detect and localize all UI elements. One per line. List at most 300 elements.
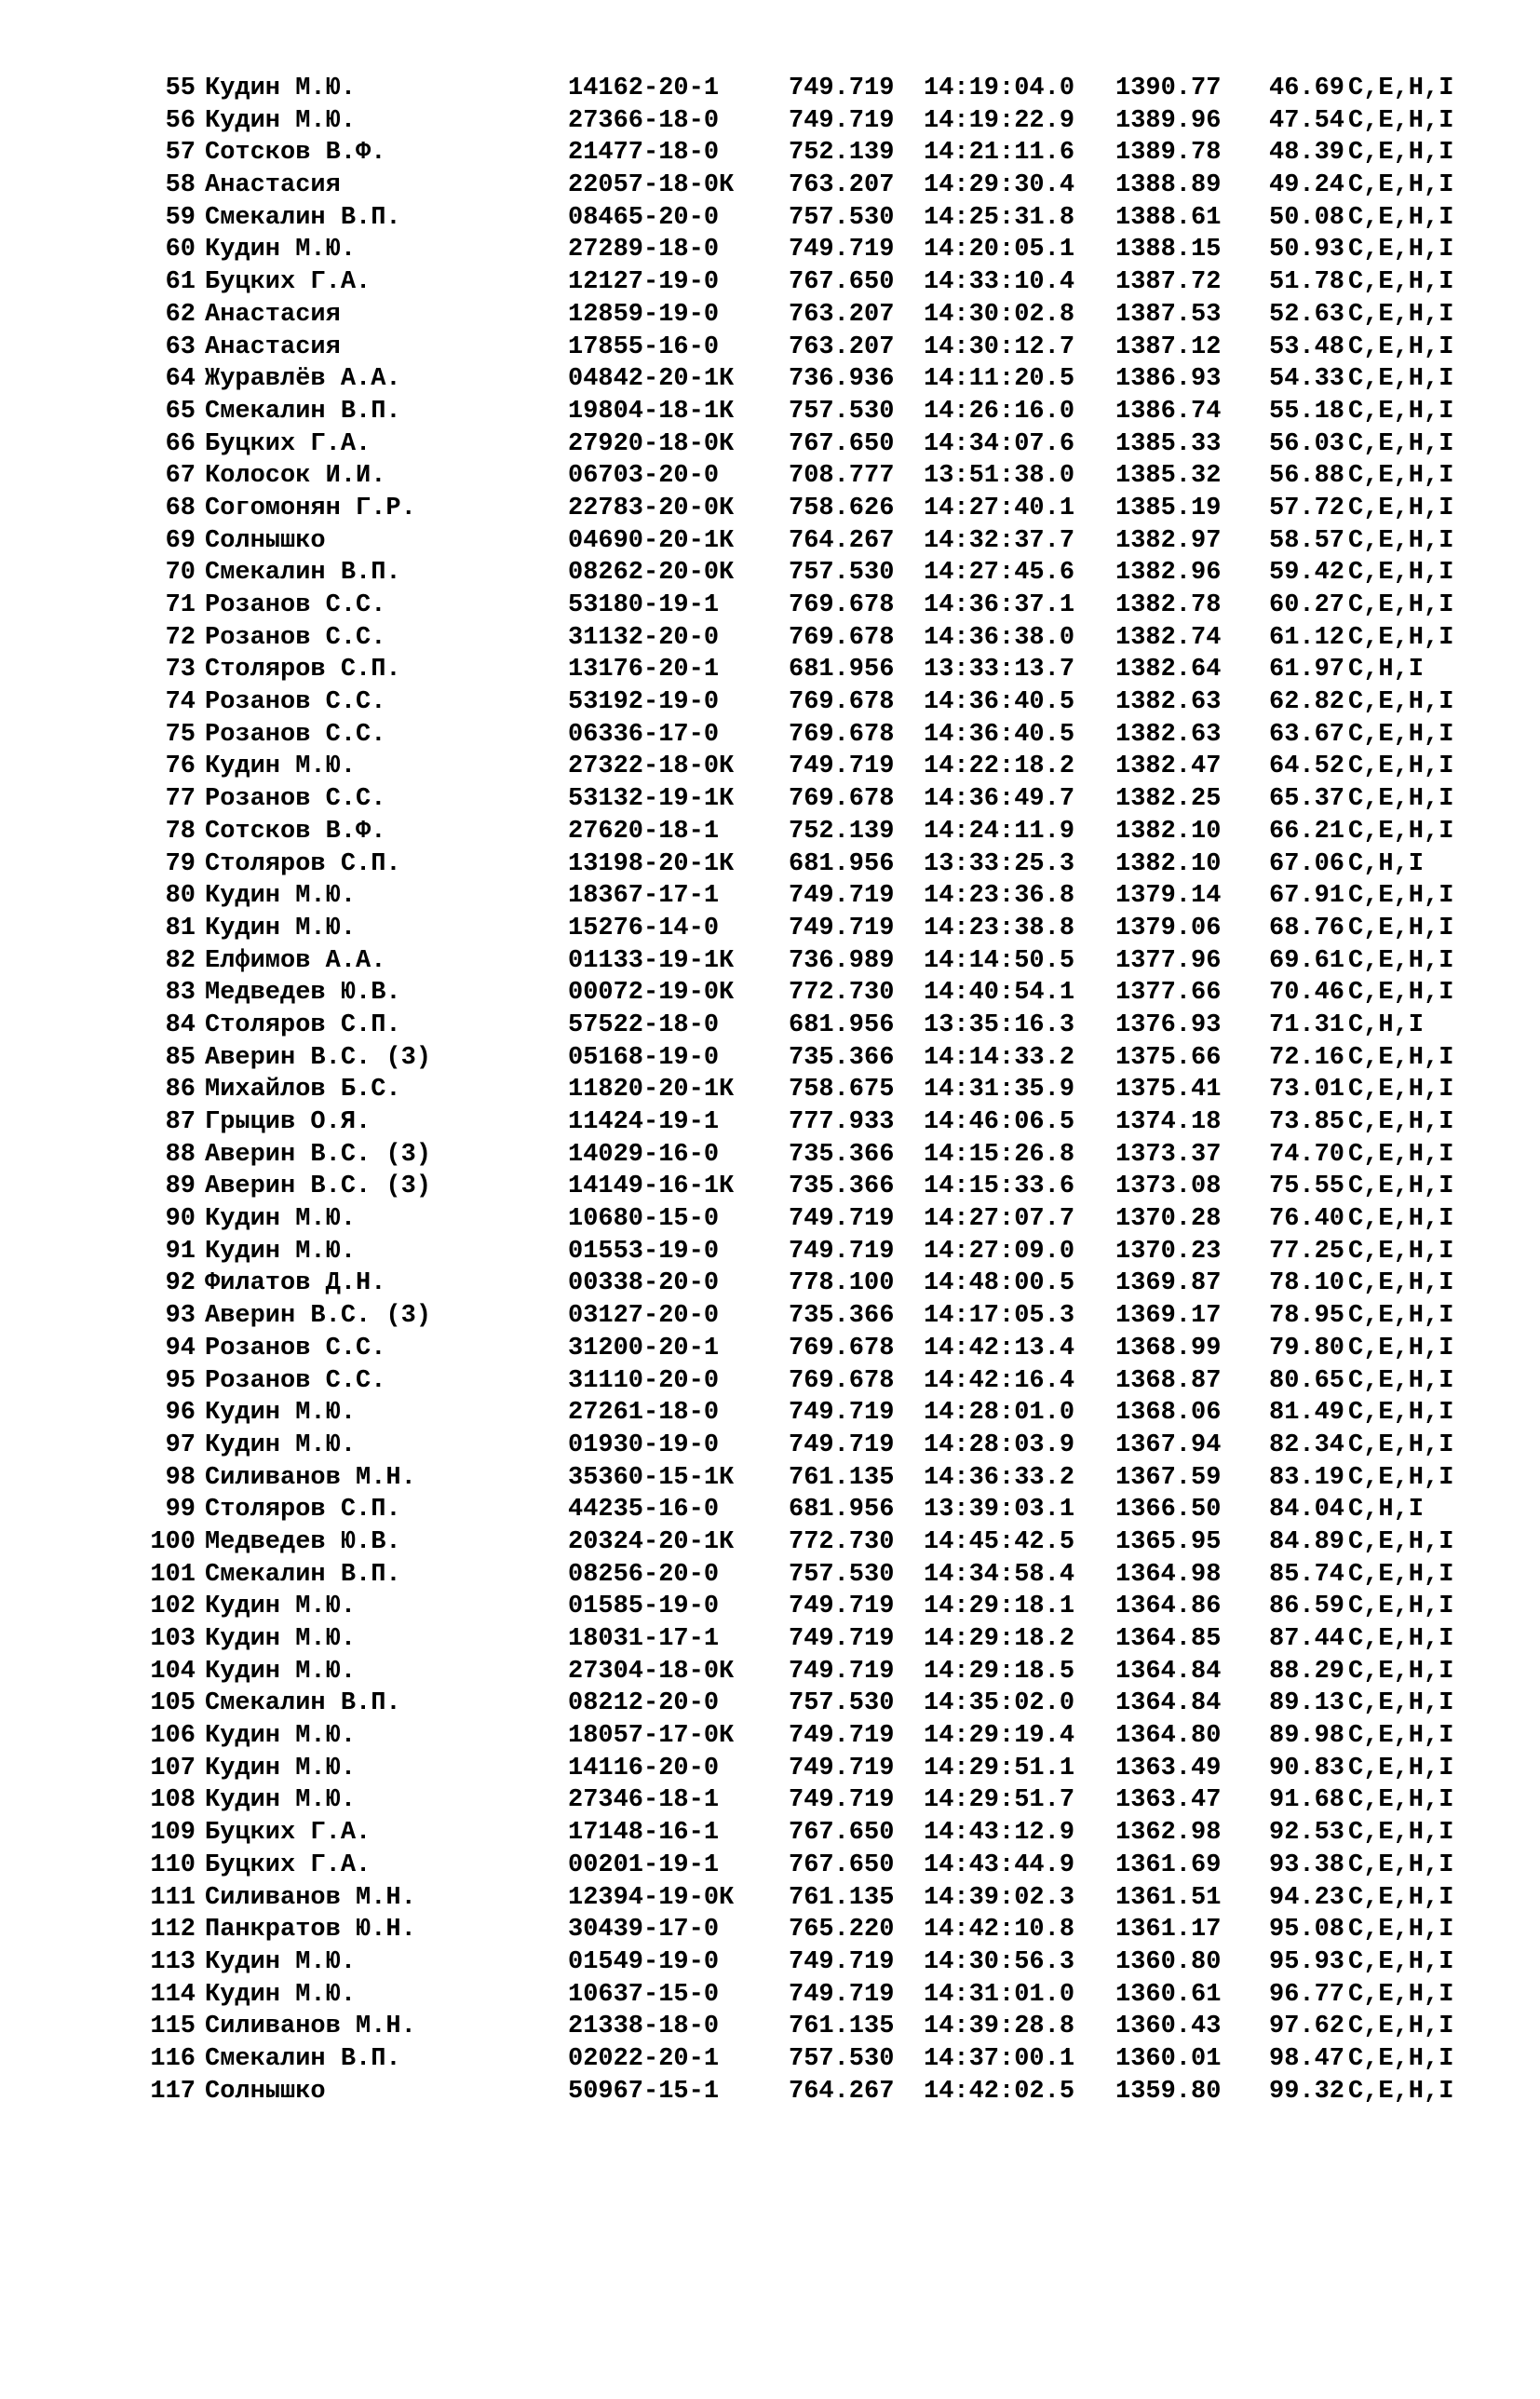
class-flags: C,E,H,I [1348,1947,1454,1976]
distance: 681.956 [789,1496,895,1525]
result-row [130,1430,1454,1462]
distance: 757.530 [789,559,895,588]
speed: 1363.49 [1115,1754,1222,1782]
place-number: 62 [165,300,196,329]
arrival-time: 14:42:16.4 [924,1366,1075,1395]
class-flags: C,E,H,I [1348,1140,1454,1169]
arrival-time: 14:39:02.3 [924,1883,1075,1912]
ring-number: 01553-19-0 [568,1237,720,1266]
result-row [130,1139,1454,1172]
arrival-time: 14:35:02.0 [924,1689,1075,1718]
arrival-time: 14:29:19.4 [924,1722,1075,1751]
result-row [130,1882,1454,1915]
result-row [130,396,1454,428]
place-number: 68 [165,494,196,522]
result-row [130,266,1454,299]
arrival-time: 14:43:44.9 [924,1850,1075,1879]
place-number: 58 [165,171,196,200]
coefficient: 50.08 [1269,203,1345,232]
result-row [130,880,1454,913]
fancier-name: Силиванов М.Н. [205,1463,416,1492]
fancier-name: Силиванов М.Н. [205,1883,416,1912]
place-number: 81 [165,914,196,942]
fancier-name: Сотсков В.Ф. [205,817,386,846]
speed: 1382.63 [1115,688,1222,717]
distance: 749.719 [789,75,895,102]
coefficient: 46.69 [1269,75,1345,102]
result-row [130,2076,1454,2108]
distance: 763.207 [789,300,895,329]
speed: 1362.98 [1115,1819,1222,1848]
distance: 763.207 [789,332,895,361]
speed: 1369.87 [1115,1269,1222,1298]
ring-number: 27620-18-1 [568,817,720,846]
place-number: 116 [150,2044,196,2073]
result-row [130,945,1454,978]
ring-number: 02022-20-1 [568,2044,720,2073]
coefficient: 81.49 [1269,1399,1345,1428]
arrival-time: 14:39:28.8 [924,2013,1075,2041]
speed: 1361.69 [1115,1850,1222,1879]
speed: 1368.06 [1115,1399,1222,1428]
coefficient: 84.04 [1269,1496,1345,1525]
ring-number: 04690-20-1К [568,526,735,555]
distance: 749.719 [789,1593,895,1621]
class-flags: C,H,I [1348,656,1425,684]
fancier-name: Аверин В.С. (3) [205,1302,432,1331]
arrival-time: 14:42:10.8 [924,1916,1075,1945]
class-flags: C,E,H,I [1348,946,1454,975]
class-flags: C,E,H,I [1348,1076,1454,1105]
place-number: 115 [150,2013,196,2041]
result-row [130,234,1454,266]
result-row [130,2011,1454,2043]
ring-number: 10680-15-0 [568,1205,720,1234]
arrival-time: 14:29:51.7 [924,1786,1075,1815]
ring-number: 31200-20-1 [568,1334,720,1362]
coefficient: 65.37 [1269,785,1345,814]
distance: 767.650 [789,1850,895,1879]
distance: 749.719 [789,752,895,781]
arrival-time: 14:36:40.5 [924,720,1075,749]
coefficient: 52.63 [1269,300,1345,329]
coefficient: 49.24 [1269,171,1345,200]
coefficient: 70.46 [1269,979,1345,1008]
ring-number: 13198-20-1К [568,849,735,878]
coefficient: 67.91 [1269,882,1345,911]
arrival-time: 14:29:18.2 [924,1625,1075,1653]
distance: 749.719 [789,914,895,942]
class-flags: C,E,H,I [1348,2077,1454,2106]
result-row [130,137,1454,169]
arrival-time: 14:22:18.2 [924,752,1075,781]
result-row [130,299,1454,332]
arrival-time: 14:14:50.5 [924,946,1075,975]
result-row [130,816,1454,848]
class-flags: C,E,H,I [1348,1560,1454,1589]
speed: 1390.77 [1115,75,1222,102]
result-row [130,1687,1454,1720]
distance: 777.933 [789,1108,895,1136]
place-number: 112 [150,1916,196,1945]
result-row [130,1010,1425,1042]
place-number: 71 [165,591,196,619]
coefficient: 72.16 [1269,1043,1345,1072]
speed: 1360.01 [1115,2044,1222,2073]
coefficient: 93.38 [1269,1850,1345,1879]
place-number: 87 [165,1108,196,1136]
ring-number: 13176-20-1 [568,656,720,684]
place-number: 73 [165,656,196,684]
result-row [130,1623,1454,1656]
class-flags: C,E,H,I [1348,1850,1454,1879]
result-row [130,1203,1454,1236]
place-number: 55 [165,75,196,102]
result-row [130,1591,1454,1623]
speed: 1388.15 [1115,236,1222,264]
coefficient: 85.74 [1269,1560,1345,1589]
place-number: 117 [150,2077,196,2106]
place-number: 84 [165,1010,196,1039]
distance: 708.777 [789,462,895,491]
class-flags: C,E,H,I [1348,397,1454,426]
fancier-name: Смекалин В.П. [205,203,401,232]
speed: 1387.72 [1115,268,1222,297]
arrival-time: 14:33:10.4 [924,268,1075,297]
arrival-time: 14:27:45.6 [924,559,1075,588]
place-number: 91 [165,1237,196,1266]
speed: 1382.47 [1115,752,1222,781]
speed: 1360.61 [1115,1980,1222,2009]
speed: 1369.17 [1115,1302,1222,1331]
speed: 1389.78 [1115,139,1222,168]
place-number: 66 [165,429,196,458]
speed: 1389.96 [1115,106,1222,135]
ring-number: 08262-20-0К [568,559,735,588]
place-number: 74 [165,688,196,717]
fancier-name: Кудин М.Ю. [205,1593,357,1621]
result-row [130,783,1454,816]
place-number: 57 [165,139,196,168]
distance: 758.675 [789,1076,895,1105]
ring-number: 08212-20-0 [568,1689,720,1718]
class-flags: C,E,H,I [1348,720,1454,749]
result-row [130,1365,1454,1398]
place-number: 95 [165,1366,196,1395]
fancier-name: Столяров С.П. [205,1496,401,1525]
place-number: 60 [165,236,196,264]
arrival-time: 14:11:20.5 [924,365,1075,394]
coefficient: 73.85 [1269,1108,1345,1136]
arrival-time: 14:36:38.0 [924,623,1075,652]
place-number: 65 [165,397,196,426]
ring-number: 18031-17-1 [568,1625,720,1653]
speed: 1360.80 [1115,1947,1222,1976]
fancier-name: Смекалин В.П. [205,1560,401,1589]
arrival-time: 14:36:33.2 [924,1463,1075,1492]
class-flags: C,E,H,I [1348,979,1454,1008]
arrival-time: 13:33:13.7 [924,656,1075,684]
speed: 1370.28 [1115,1205,1222,1234]
place-number: 85 [165,1043,196,1072]
place-number: 64 [165,365,196,394]
place-number: 59 [165,203,196,232]
coefficient: 78.95 [1269,1302,1345,1331]
class-flags: C,E,H,I [1348,462,1454,491]
ring-number: 50967-15-1 [568,2077,720,2106]
place-number: 77 [165,785,196,814]
coefficient: 58.57 [1269,526,1345,555]
result-row [130,493,1454,525]
fancier-name: Кудин М.Ю. [205,1237,357,1266]
result-row [130,332,1454,364]
distance: 769.678 [789,623,895,652]
coefficient: 95.93 [1269,1947,1345,1976]
fancier-name: Кудин М.Ю. [205,1947,357,1976]
result-row [130,428,1454,461]
class-flags: C,E,H,I [1348,1108,1454,1136]
result-row [130,1171,1454,1203]
speed: 1359.80 [1115,2077,1222,2106]
fancier-name: Кудин М.Ю. [205,1430,357,1459]
coefficient: 68.76 [1269,914,1345,942]
result-row [130,686,1454,719]
distance: 764.267 [789,526,895,555]
speed: 1360.43 [1115,2013,1222,2041]
ring-number: 31132-20-0 [568,623,720,652]
result-row [130,2043,1454,2076]
coefficient: 51.78 [1269,268,1345,297]
ring-number: 27289-18-0 [568,236,720,264]
coefficient: 62.82 [1269,688,1345,717]
distance: 749.719 [789,1754,895,1782]
speed: 1382.78 [1115,591,1222,619]
ring-number: 10637-15-0 [568,1980,720,2009]
class-flags: C,E,H,I [1348,1657,1454,1686]
speed: 1370.23 [1115,1237,1222,1266]
coefficient: 76.40 [1269,1205,1345,1234]
speed: 1382.10 [1115,849,1222,878]
arrival-time: 14:30:12.7 [924,332,1075,361]
distance: 735.366 [789,1043,895,1072]
coefficient: 91.68 [1269,1786,1345,1815]
result-row [130,1753,1454,1785]
arrival-time: 14:34:07.6 [924,429,1075,458]
ring-number: 27366-18-0 [568,106,720,135]
place-number: 69 [165,526,196,555]
distance: 681.956 [789,656,895,684]
fancier-name: Розанов С.С. [205,623,386,652]
arrival-time: 14:43:12.9 [924,1819,1075,1848]
coefficient: 95.08 [1269,1916,1345,1945]
coefficient: 69.61 [1269,946,1345,975]
fancier-name: Согомонян Г.Р. [205,494,416,522]
arrival-time: 14:34:58.4 [924,1560,1075,1589]
ring-number: 01549-19-0 [568,1947,720,1976]
ring-number: 27261-18-0 [568,1399,720,1428]
speed: 1387.53 [1115,300,1222,329]
coefficient: 96.77 [1269,1980,1345,2009]
fancier-name: Смекалин В.П. [205,397,401,426]
class-flags: C,E,H,I [1348,688,1454,717]
fancier-name: Розанов С.С. [205,1334,386,1362]
fancier-name: Кудин М.Ю. [205,106,357,135]
class-flags: C,E,H,I [1348,1205,1454,1234]
fancier-name: Кудин М.Ю. [205,1205,357,1234]
result-row [130,751,1454,783]
fancier-name: Столяров С.П. [205,1010,401,1039]
speed: 1373.37 [1115,1140,1222,1169]
coefficient: 97.62 [1269,2013,1345,2041]
result-row [130,105,1454,138]
place-number: 105 [150,1689,196,1718]
speed: 1365.95 [1115,1527,1222,1556]
fancier-name: Кудин М.Ю. [205,1786,357,1815]
coefficient: 73.01 [1269,1076,1345,1105]
coefficient: 61.12 [1269,623,1345,652]
ring-number: 11820-20-1К [568,1076,735,1105]
arrival-time: 14:15:33.6 [924,1172,1075,1201]
distance: 735.366 [789,1140,895,1169]
speed: 1375.41 [1115,1076,1222,1105]
speed: 1377.66 [1115,979,1222,1008]
ring-number: 08256-20-0 [568,1560,720,1589]
coefficient: 60.27 [1269,591,1345,619]
arrival-time: 14:32:37.7 [924,526,1075,555]
ring-number: 14116-20-0 [568,1754,720,1782]
fancier-name: Грыцив О.Я. [205,1108,371,1136]
coefficient: 80.65 [1269,1366,1345,1395]
distance: 761.135 [789,1463,895,1492]
place-number: 96 [165,1399,196,1428]
ring-number: 11424-19-1 [568,1108,720,1136]
fancier-name: Михайлов Б.С. [205,1076,401,1105]
place-number: 63 [165,332,196,361]
place-number: 110 [150,1850,196,1879]
speed: 1364.80 [1115,1722,1222,1751]
place-number: 109 [150,1819,196,1848]
coefficient: 47.54 [1269,106,1345,135]
speed: 1367.94 [1115,1430,1222,1459]
ring-number: 12127-19-0 [568,268,720,297]
distance: 749.719 [789,1786,895,1815]
class-flags: C,E,H,I [1348,2013,1454,2041]
result-row [130,1946,1454,1979]
speed: 1386.93 [1115,365,1222,394]
class-flags: C,E,H,I [1348,1302,1454,1331]
coefficient: 87.44 [1269,1625,1345,1653]
coefficient: 86.59 [1269,1593,1345,1621]
place-number: 80 [165,882,196,911]
speed: 1388.89 [1115,171,1222,200]
fancier-name: Анастасия [205,300,341,329]
place-number: 79 [165,849,196,878]
distance: 778.100 [789,1269,895,1298]
class-flags: C,E,H,I [1348,882,1454,911]
distance: 749.719 [789,1205,895,1234]
class-flags: C,E,H,I [1348,1883,1454,1912]
speed: 1364.98 [1115,1560,1222,1589]
distance: 769.678 [789,688,895,717]
speed: 1382.97 [1115,526,1222,555]
coefficient: 75.55 [1269,1172,1345,1201]
speed: 1388.61 [1115,203,1222,232]
class-flags: C,E,H,I [1348,559,1454,588]
distance: 736.936 [789,365,895,394]
coefficient: 77.25 [1269,1237,1345,1266]
speed: 1385.32 [1115,462,1222,491]
result-row [130,1817,1454,1850]
class-flags: C,E,H,I [1348,1043,1454,1072]
distance: 749.719 [789,1237,895,1266]
result-row [130,1397,1454,1430]
class-flags: C,E,H,I [1348,1754,1454,1782]
class-flags: C,E,H,I [1348,429,1454,458]
coefficient: 67.06 [1269,849,1345,878]
distance: 749.719 [789,1657,895,1686]
coefficient: 56.03 [1269,429,1345,458]
distance: 772.730 [789,979,895,1008]
class-flags: C,E,H,I [1348,2044,1454,2073]
class-flags: C,H,I [1348,849,1425,878]
ring-number: 22057-18-0К [568,171,735,200]
coefficient: 98.47 [1269,2044,1345,2073]
speed: 1374.18 [1115,1108,1222,1136]
fancier-name: Аверин В.С. (3) [205,1172,432,1201]
arrival-time: 14:19:04.0 [924,75,1075,102]
place-number: 97 [165,1430,196,1459]
place-number: 107 [150,1754,196,1782]
distance: 752.139 [789,139,895,168]
speed: 1382.63 [1115,720,1222,749]
distance: 769.678 [789,1334,895,1362]
coefficient: 94.23 [1269,1883,1345,1912]
result-row [130,557,1454,590]
speed: 1382.64 [1115,656,1222,684]
distance: 764.267 [789,2077,895,2106]
fancier-name: Солнышко [205,526,326,555]
ring-number: 08465-20-0 [568,203,720,232]
ring-number: 19804-18-1К [568,397,735,426]
distance: 749.719 [789,1947,895,1976]
coefficient: 79.80 [1269,1334,1345,1362]
class-flags: C,E,H,I [1348,1527,1454,1556]
place-number: 102 [150,1593,196,1621]
result-row [130,460,1454,493]
ring-number: 06336-17-0 [568,720,720,749]
ring-number: 30439-17-0 [568,1916,720,1945]
coefficient: 99.32 [1269,2077,1345,2106]
speed: 1376.93 [1115,1010,1222,1039]
fancier-name: Медведев Ю.В. [205,979,401,1008]
fancier-name: Кудин М.Ю. [205,752,357,781]
fancier-name: Буцких Г.А. [205,1850,371,1879]
result-row [130,1494,1425,1526]
coefficient: 64.52 [1269,752,1345,781]
speed: 1382.96 [1115,559,1222,588]
result-row [130,1784,1454,1817]
speed: 1368.87 [1115,1366,1222,1395]
place-number: 101 [150,1560,196,1589]
fancier-name: Кудин М.Ю. [205,1722,357,1751]
coefficient: 59.42 [1269,559,1345,588]
place-number: 93 [165,1302,196,1331]
speed: 1377.96 [1115,946,1222,975]
fancier-name: Сотсков В.Ф. [205,139,386,168]
ring-number: 53192-19-0 [568,688,720,717]
class-flags: C,E,H,I [1348,1593,1454,1621]
distance: 749.719 [789,1399,895,1428]
